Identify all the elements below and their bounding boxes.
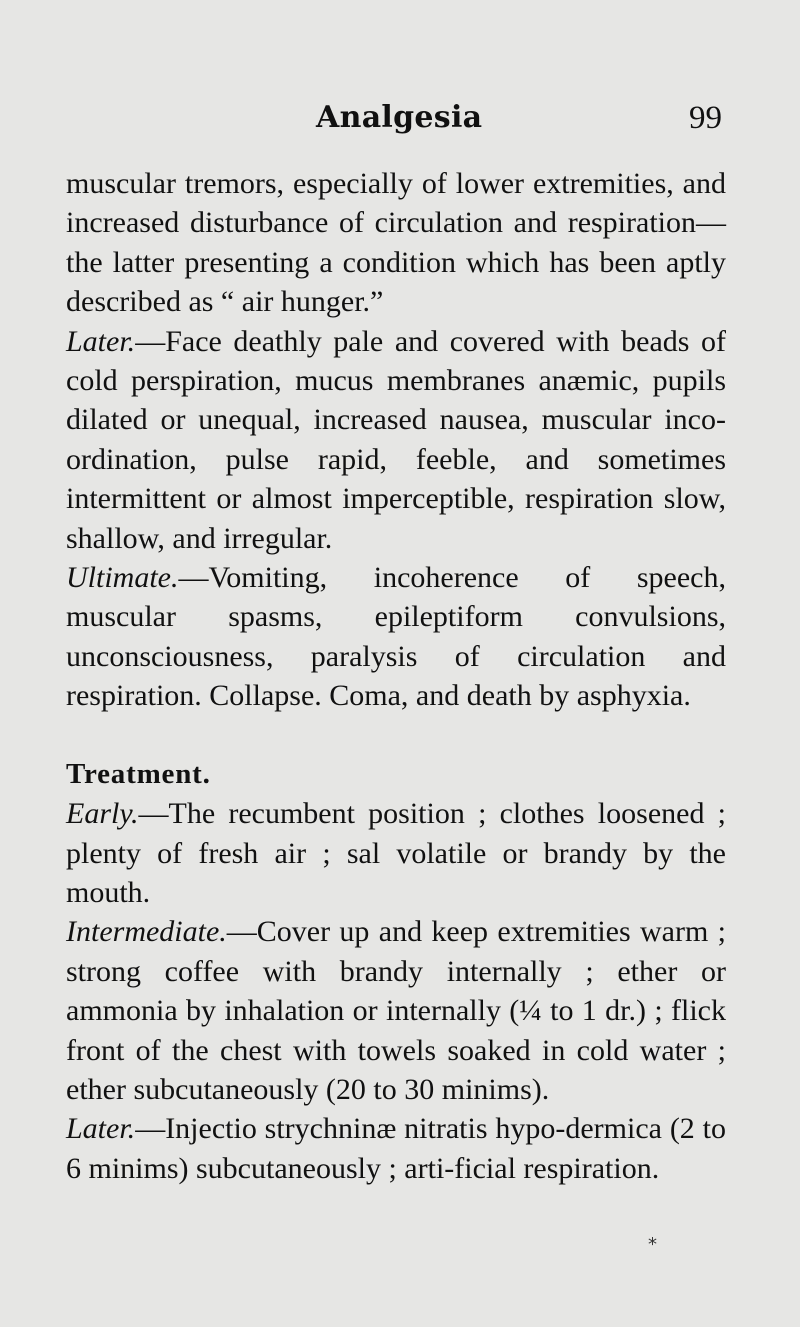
paragraph-early-treatment (66, 794, 726, 912)
page-body (66, 164, 726, 1188)
page-header (66, 100, 726, 144)
stage-label-later-treatment: Later. (66, 1112, 136, 1146)
paragraph-intermediate-treatment (66, 912, 726, 1109)
running-head: Analgesia (316, 100, 483, 135)
paragraph-ultimate-stage (66, 558, 726, 716)
page-number: 99 (689, 100, 722, 136)
paragraph-text: —The recumbent position ; clothes loosened ; plenty of fresh air ; sal volatile or brandy by the mouth. (66, 797, 726, 909)
paragraph-later-treatment (66, 1109, 726, 1188)
asterism-mark: * (648, 1234, 657, 1255)
stage-label-early: Early. (66, 797, 139, 831)
paragraph-text: —Cover up and keep extremities warm ; strong coffee with brandy internally ; ether or ammonia by inhalation or internally (¼ to 1 dr.) ; flick front of the chest with towels soaked in cold water ; ether subcutaneously (20 to 30 minims). (66, 915, 726, 1106)
paragraph-symptoms-continued (66, 164, 726, 322)
paragraph-text: muscular tremors, especially of lower extremities, and increased disturbance of circulation and respiration—the latter presenting a condition which has been aptly described as “ air hunger.” (66, 167, 726, 319)
paragraph-later-stage (66, 322, 726, 558)
paragraph-text: —Face deathly pale and covered with beads of cold perspiration, mucus membranes anæmic, pupils dilated or unequal, increased nausea, muscular inco-ordination, pulse rapid, feeble, and sometimes intermittent or almost imperceptible, respiration slow, shallow, and irregular. (66, 324, 726, 555)
stage-label-ultimate: Ultimate. (66, 561, 179, 595)
section-heading-treatment: Treatment. (66, 757, 211, 790)
paragraph-text: —Vomiting, incoherence of speech, muscular spasms, epileptiform convulsions, unconsciousness, paralysis of circulation and respiration. Collapse. Coma, and death by asphyxia. (66, 561, 726, 713)
stage-label-intermediate: Intermediate. (66, 915, 227, 949)
section-spacer (66, 716, 726, 755)
stage-label-later: Later. (66, 324, 136, 358)
paragraph-text: —Injectio strychninæ nitratis hypo-dermica (2 to 6 minims) subcutaneously ; arti-ficial respiration. (66, 1112, 726, 1185)
